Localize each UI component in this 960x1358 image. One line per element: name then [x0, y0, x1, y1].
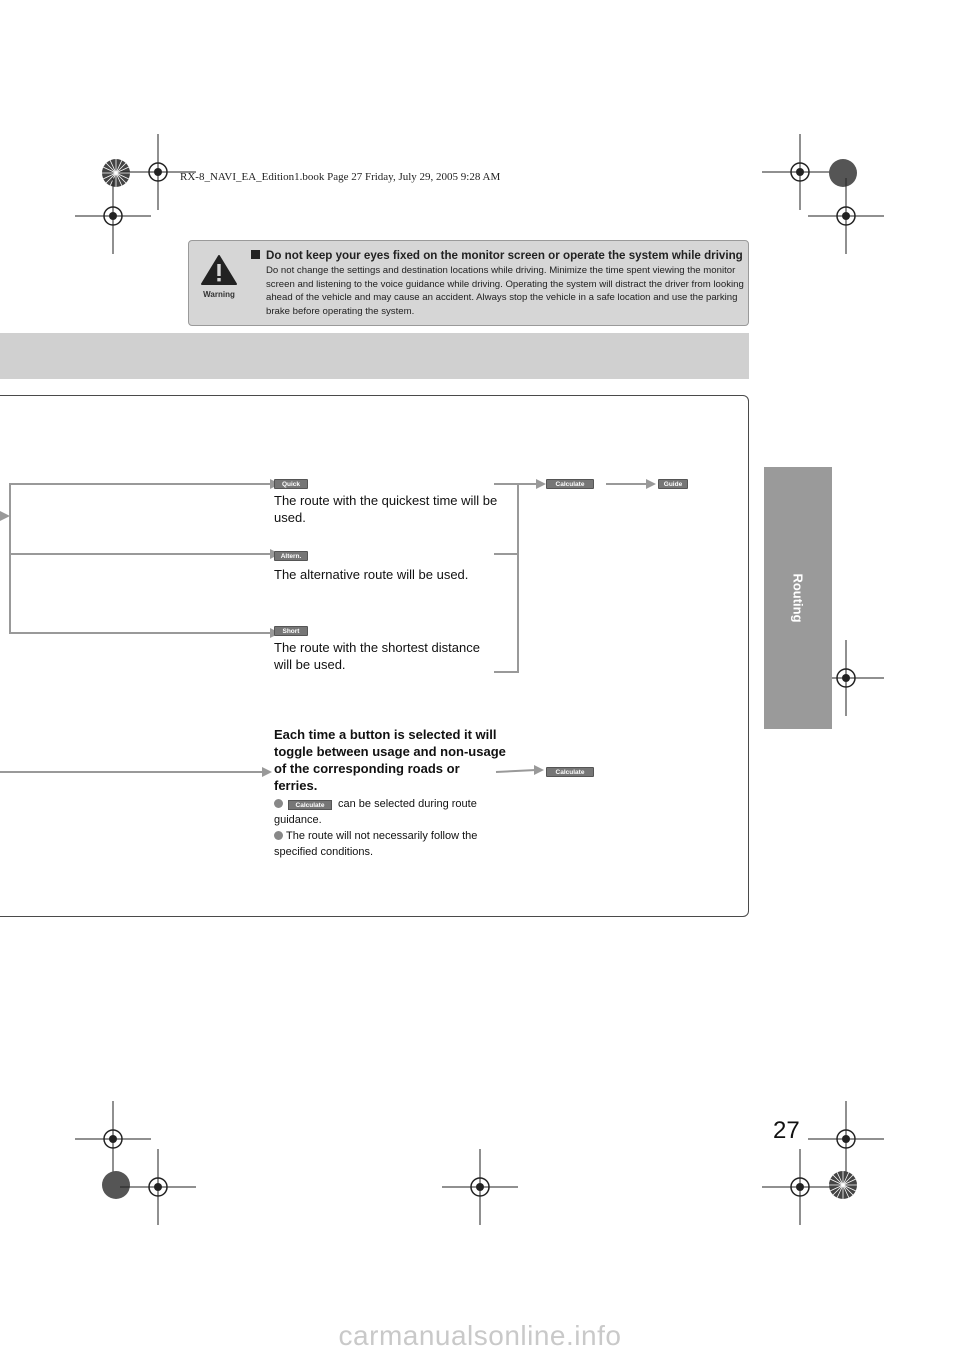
warning-icon-group	[199, 253, 239, 299]
note-conditions-text: The route will not necessarily follow the specified conditions.	[274, 830, 478, 858]
bullet-icon	[274, 799, 283, 808]
guide-button[interactable]: Guide	[658, 479, 688, 489]
note-calculate	[274, 796, 509, 828]
registration-mark-crosshair	[440, 1147, 520, 1227]
warning-label: Warning	[203, 290, 235, 299]
warning-body: Do not change the settings and destination locations while driving. Minimize the time spent viewing the monitor screen and listening to the voice guidance while driving. Operating the system will distract the driver from looking ahead of the vehicle and may cause an accident. Always stop the vehicle in a safe location and use the parking brake before operating the system.	[266, 265, 744, 317]
registration-mark-sunburst	[803, 1145, 883, 1225]
toggle-explanation: Each time a button is selected it will toggle between usage and non-usage of the corresponding roads or ferries.	[274, 727, 506, 793]
section-header-band	[0, 333, 749, 379]
quick-button[interactable]: Quick	[274, 479, 308, 489]
footer-watermark: carmanualsonline.info	[338, 1320, 622, 1351]
side-tab-label: Routing	[790, 573, 806, 623]
registration-mark-crosshair	[73, 176, 153, 256]
calculate-button[interactable]: Calculate	[546, 479, 594, 489]
quick-description: The route with the quickest time will be used.	[274, 493, 498, 525]
calculate-button-2[interactable]: Calculate	[546, 767, 594, 777]
short-description: The route with the shortest distance will be used.	[274, 640, 480, 672]
calculate-inline-button[interactable]: Calculate	[288, 800, 332, 810]
alternative-description: The alternative route will be used.	[274, 567, 469, 582]
page-number: 27	[773, 1117, 800, 1144]
warning-triangle-icon	[199, 253, 239, 287]
registration-mark-crosshair	[118, 1147, 198, 1227]
square-bullet-icon	[251, 250, 260, 259]
warning-title	[251, 249, 743, 262]
short-button[interactable]: Short	[274, 626, 308, 636]
side-tab-routing	[764, 467, 832, 729]
note-calculate-text: can be selected during route guidance.	[274, 798, 477, 826]
book-info-line: RX-8_NAVI_EA_Edition1.book Page 27 Friday, July 29, 2005 9:28 AM	[180, 171, 501, 183]
note-conditions	[274, 828, 509, 860]
warning-box	[188, 240, 749, 326]
alternative-button[interactable]: Altern.	[274, 551, 308, 561]
bullet-icon	[274, 831, 283, 840]
registration-mark-crosshair	[806, 176, 886, 256]
warning-title-text: Do not keep your eyes fixed on the monitor screen or operate the system while driving	[266, 249, 743, 262]
